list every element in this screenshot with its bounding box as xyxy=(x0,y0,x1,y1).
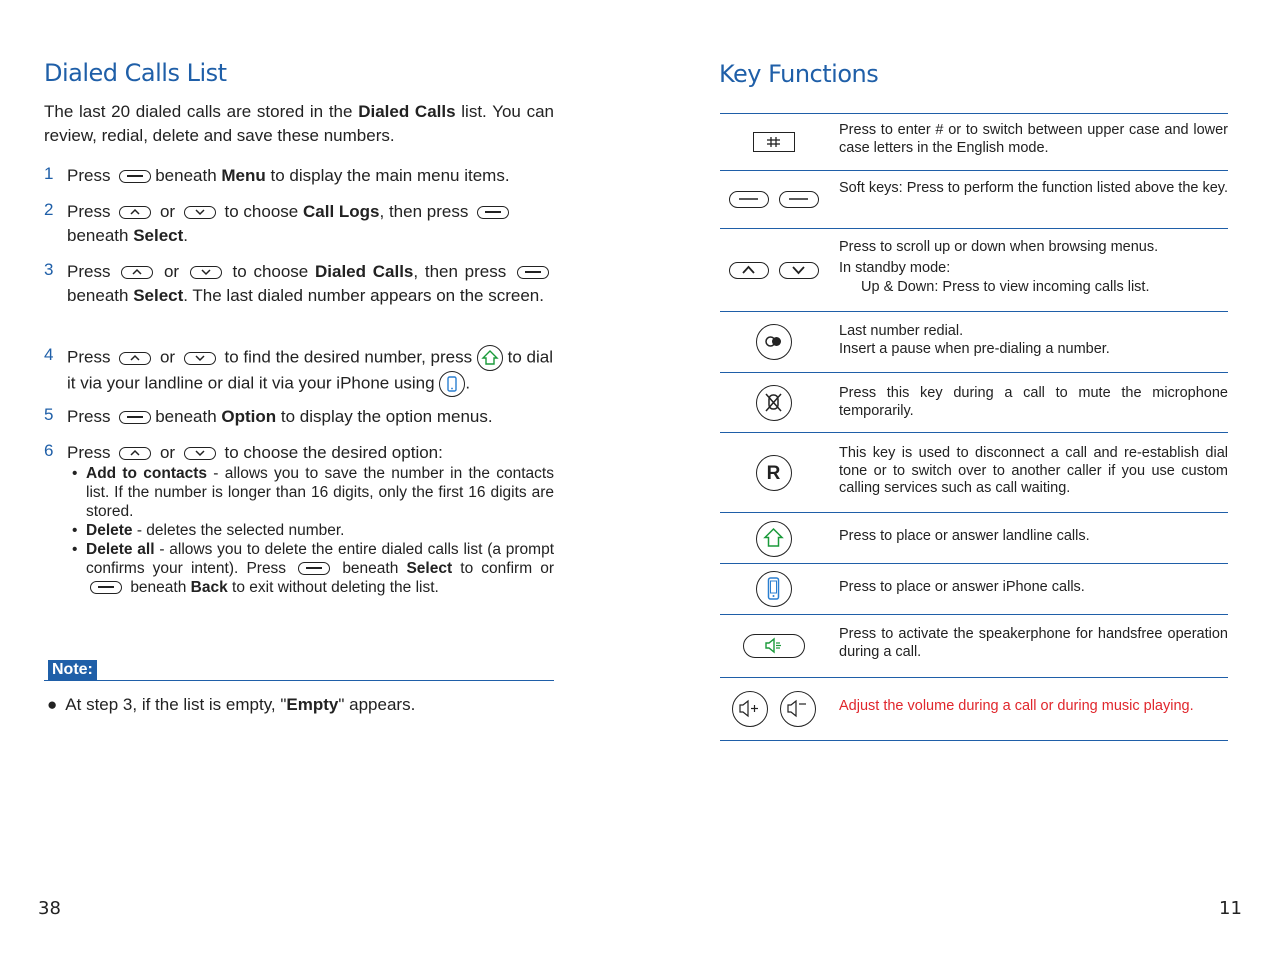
step-3 xyxy=(67,260,553,308)
option-desc: to exit without deleting the list. xyxy=(232,579,439,596)
option-desc: - deletes the selected number. xyxy=(132,522,345,539)
key-desc: Press this key during a call to mute the microphone temporarily. xyxy=(839,385,1228,419)
step-number: 2 xyxy=(44,200,54,219)
step-5 xyxy=(67,405,553,429)
soft-key-icon xyxy=(477,206,509,219)
step-2 xyxy=(67,200,553,248)
step-4 xyxy=(67,345,553,397)
key-icon-cell xyxy=(720,433,828,512)
option-desc: to confirm or xyxy=(460,560,555,577)
step-number: 5 xyxy=(44,405,54,424)
down-key-icon xyxy=(779,262,819,279)
key-row xyxy=(720,564,1228,615)
step-text: to dial it via your landline or dial it via your iPhone using xyxy=(67,347,553,393)
note-text-part: " appears. xyxy=(338,695,416,714)
hash-key-icon xyxy=(753,132,795,152)
key-row xyxy=(720,615,1228,678)
bullet-icon: • xyxy=(72,522,78,539)
soft-key-icon xyxy=(90,581,122,594)
page-title-key-functions: Key Functions xyxy=(719,60,879,88)
step-text: to display the option menus. xyxy=(280,407,493,426)
note-text-part: At step 3, if the list is empty, " xyxy=(65,695,287,714)
r-key-icon xyxy=(756,455,792,491)
down-key-icon xyxy=(190,266,222,279)
step-text: or xyxy=(163,262,180,281)
step-6 xyxy=(67,441,553,465)
key-desc-volume: Adjust the volume during a call or during music playing. xyxy=(839,698,1194,714)
key-desc: Insert a pause when pre-dialing a number. xyxy=(839,340,1110,357)
up-key-icon xyxy=(119,352,151,365)
speakerphone-key-icon xyxy=(743,634,805,658)
key-row xyxy=(720,114,1228,171)
option-desc: beneath xyxy=(130,579,187,596)
option-desc: - allows you to delete the entire dialed calls list (a prompt confirms your intent). Press xyxy=(86,541,554,577)
svg-text:R: R xyxy=(766,462,781,484)
step-text: to choose xyxy=(224,202,299,221)
option-title: Delete xyxy=(86,522,133,539)
key-icon-cell xyxy=(720,564,828,614)
key-row xyxy=(720,433,1228,513)
key-icon-cell xyxy=(720,171,828,228)
key-desc: Press to place or answer iPhone calls. xyxy=(839,579,1085,595)
key-row xyxy=(720,373,1228,433)
step-text: Press xyxy=(67,443,111,462)
key-desc: Up & Down: Press to view incoming calls list. xyxy=(861,279,1150,295)
intro-text: The last 20 dialed calls are stored in the xyxy=(44,102,359,121)
step-text: Press xyxy=(67,166,111,185)
step-text: . xyxy=(465,373,471,393)
note-divider xyxy=(44,680,554,681)
step-text: beneath xyxy=(155,166,217,185)
up-key-icon xyxy=(119,447,151,460)
key-desc: In standby mode: xyxy=(839,259,951,276)
step-text: . xyxy=(183,226,189,245)
option-item xyxy=(72,540,554,597)
step-text: . The last dialed number appears on the screen. xyxy=(183,286,544,305)
iphone-key-icon xyxy=(756,571,792,607)
key-desc: Press to enter # or to switch between upper case and lower case letters in the English mode. xyxy=(839,122,1228,156)
key-icon-cell xyxy=(720,312,828,372)
step-text: , then press xyxy=(413,262,507,281)
step-bold: Option xyxy=(221,407,277,426)
step-text: Press xyxy=(67,407,111,426)
key-icon-cell xyxy=(720,373,828,432)
step-number: 6 xyxy=(44,441,54,460)
volume-down-key-icon xyxy=(780,691,816,727)
step-text: , then press xyxy=(379,202,469,221)
option-item xyxy=(72,521,554,540)
page-number-right: 11 xyxy=(1219,898,1242,919)
step-1 xyxy=(67,164,553,188)
note-text xyxy=(47,693,415,717)
mute-key-icon xyxy=(756,385,792,421)
options-list xyxy=(72,464,554,597)
option-bold: Select xyxy=(406,560,453,577)
landline-key-icon xyxy=(756,521,792,557)
step-text: to choose the desired option: xyxy=(224,443,443,462)
intro-paragraph xyxy=(44,100,554,148)
step-text: beneath xyxy=(155,407,217,426)
key-desc-group xyxy=(839,323,1228,358)
up-key-icon xyxy=(121,266,153,279)
key-desc: This key is used to disconnect a call and re-establish dial tone or to switch over to another caller if you use custom calling services such as call waiting. xyxy=(839,445,1228,496)
key-desc: Press to place or answer landline calls. xyxy=(839,528,1090,544)
key-icon-cell xyxy=(720,678,828,740)
key-icon-cell xyxy=(720,615,828,677)
step-text: to choose xyxy=(232,262,309,281)
step-text: Press xyxy=(67,347,111,367)
step-bold: Select xyxy=(133,226,184,245)
key-desc: Press to activate the speakerphone for handsfree operation during a call. xyxy=(839,626,1228,660)
key-row xyxy=(720,229,1228,312)
step-number: 1 xyxy=(44,164,54,183)
option-desc: beneath xyxy=(342,560,399,577)
soft-key-left-icon xyxy=(729,191,769,208)
page-number-left: 38 xyxy=(38,898,61,919)
iphone-icon xyxy=(439,371,465,397)
key-desc: Press to scroll up or down when browsing menus. xyxy=(839,239,1159,255)
step-text: Press xyxy=(67,202,111,221)
soft-key-icon xyxy=(119,411,151,424)
page-title-dialed-calls: Dialed Calls List xyxy=(44,59,227,87)
bullet-icon: • xyxy=(72,465,78,482)
step-text: beneath xyxy=(67,286,129,305)
option-title: Add to contacts xyxy=(86,465,208,482)
step-number: 4 xyxy=(44,345,54,364)
key-row xyxy=(720,678,1228,741)
option-title: Delete all xyxy=(86,541,155,558)
soft-key-icon xyxy=(298,562,330,575)
step-text: beneath xyxy=(67,226,129,245)
key-icon-cell xyxy=(720,514,828,563)
volume-up-key-icon xyxy=(732,691,768,727)
step-bold: Select xyxy=(133,286,184,305)
up-key-icon xyxy=(729,262,769,279)
step-text: Press xyxy=(67,262,111,281)
key-row xyxy=(720,514,1228,564)
redial-key-icon xyxy=(756,324,792,360)
step-bold: Call Logs xyxy=(303,202,380,221)
soft-key-icon xyxy=(517,266,549,279)
key-desc-group xyxy=(839,239,1228,297)
down-key-icon xyxy=(184,352,216,365)
bullet-icon: ● xyxy=(47,695,58,714)
soft-key-icon xyxy=(119,170,151,183)
key-desc: Last number redial. xyxy=(839,323,964,339)
up-key-icon xyxy=(119,206,151,219)
key-icon-cell xyxy=(720,229,828,311)
option-desc: - allows you to save the number in the contacts list. If the number is longer than 16 digits, only the first 16 digits are stored. xyxy=(86,465,554,520)
bullet-icon: • xyxy=(72,541,78,558)
step-text: to find the desired number, press xyxy=(224,347,473,367)
step-number: 3 xyxy=(44,260,54,279)
key-row xyxy=(720,171,1228,229)
key-icon-cell xyxy=(720,114,828,170)
soft-key-right-icon xyxy=(779,191,819,208)
option-item xyxy=(72,464,554,521)
step-bold: Menu xyxy=(221,166,266,185)
down-key-icon xyxy=(184,447,216,460)
step-text: or xyxy=(159,347,176,367)
step-text: or xyxy=(159,443,176,462)
intro-bold: Dialed Calls xyxy=(358,102,456,121)
key-desc: Soft keys: Press to perform the function listed above the key. xyxy=(839,180,1229,196)
down-key-icon xyxy=(184,206,216,219)
step-text: or xyxy=(159,202,176,221)
step-bold: Dialed Calls xyxy=(315,262,414,281)
intro-text-end: list. You can review, redial, delete and save these numbers. xyxy=(44,102,555,145)
key-row xyxy=(720,312,1228,373)
note-bold: Empty xyxy=(286,695,339,714)
landline-icon xyxy=(477,345,503,371)
note-label: Note: xyxy=(48,660,97,680)
step-text: to display the main menu items. xyxy=(270,166,510,185)
option-bold: Back xyxy=(190,579,228,596)
